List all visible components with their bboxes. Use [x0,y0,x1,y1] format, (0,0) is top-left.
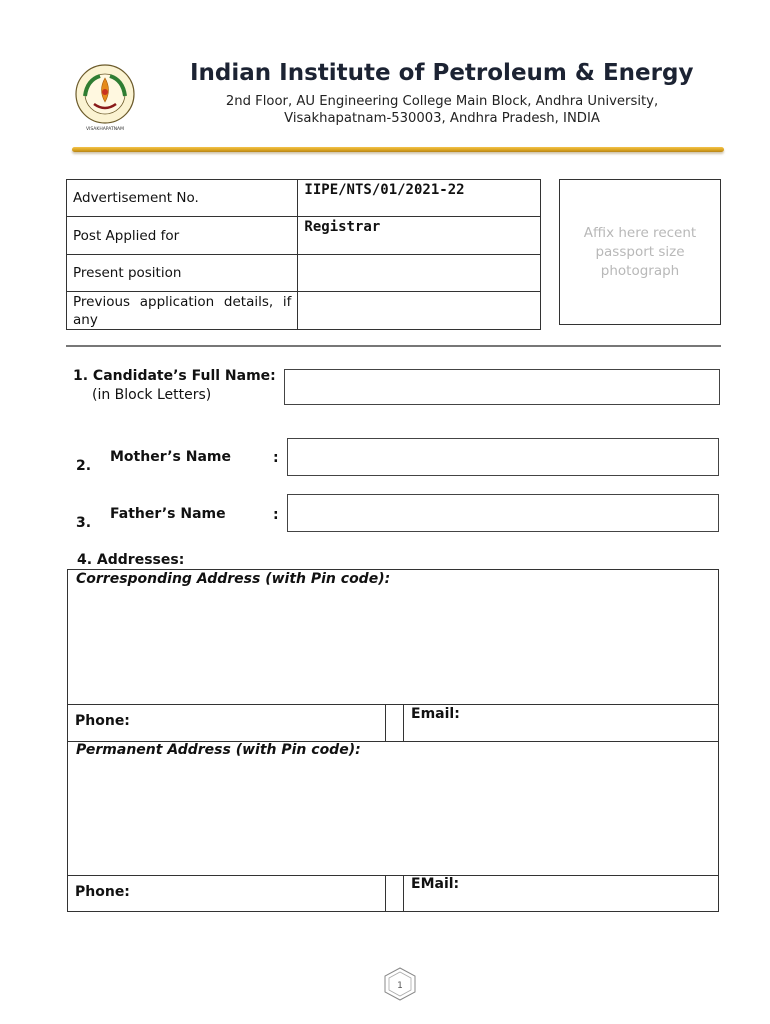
photo-placeholder[interactable] [559,179,721,325]
mother-name-field[interactable] [287,438,719,476]
cell-divider [385,704,386,741]
row-divider [68,704,718,705]
page-number: 1 [397,981,403,991]
table-row [67,180,541,217]
email-label-permanent: EMail: [411,876,460,892]
logo-caption: VISAKHAPATNAM [85,127,125,132]
permanent-address-field[interactable] [68,762,718,874]
previous-application-value[interactable] [298,292,541,330]
address-line-1: 2nd Floor, AU Engineering College Main Block, Andhra University, [225,94,659,109]
application-details-table [66,179,541,330]
mother-name-number: 2. [76,458,92,474]
previous-application-label: Previous application details, if any [67,292,298,330]
header-divider [72,147,724,152]
phone-label-permanent: Phone: [75,884,130,900]
cell-divider [403,704,404,741]
candidate-name-field[interactable] [284,369,720,405]
phone-label-corresponding: Phone: [75,713,130,729]
row-divider [68,875,718,876]
advertisement-label: Advertisement No. [67,180,298,217]
corresponding-address-field[interactable] [68,590,718,704]
section-divider [66,345,721,347]
father-name-number: 3. [76,515,92,531]
candidate-name-label: 1. Candidate’s Full Name: [73,368,276,384]
father-name-label: Father’s Name [110,506,226,522]
addresses-heading: 4. Addresses: [77,552,185,568]
mother-name-label: Mother’s Name [110,449,231,465]
addresses-table [67,569,719,912]
present-position-label: Present position [67,255,298,292]
address-line-2: Visakhapatnam-530003, Andhra Pradesh, INDIA [284,111,600,126]
table-row [67,255,541,292]
institute-logo [60,58,150,134]
institute-address [150,93,734,127]
corresponding-address-title: Corresponding Address (with Pin code): [76,571,391,587]
father-name-field[interactable] [287,494,719,532]
institute-name: Indian Institute of Petroleum & Energy [190,60,694,86]
table-row [67,217,541,255]
cell-divider [403,875,404,911]
father-name-colon: : [273,507,279,523]
mother-name-colon: : [273,450,279,466]
email-label-corresponding: Email: [411,706,460,722]
table-row [67,292,541,330]
candidate-name-sublabel: (in Block Letters) [92,387,212,403]
cell-divider [385,875,386,911]
photo-instruction: Affix here recent passport size photograph [583,224,697,279]
advertisement-value[interactable]: IIPE/NTS/01/2021-22 [298,180,541,217]
permanent-address-title: Permanent Address (with Pin code): [76,742,361,758]
post-applied-label: Post Applied for [67,217,298,255]
present-position-value[interactable] [298,255,541,292]
page-number-badge [380,966,420,1002]
post-applied-value[interactable]: Registrar [298,217,541,255]
